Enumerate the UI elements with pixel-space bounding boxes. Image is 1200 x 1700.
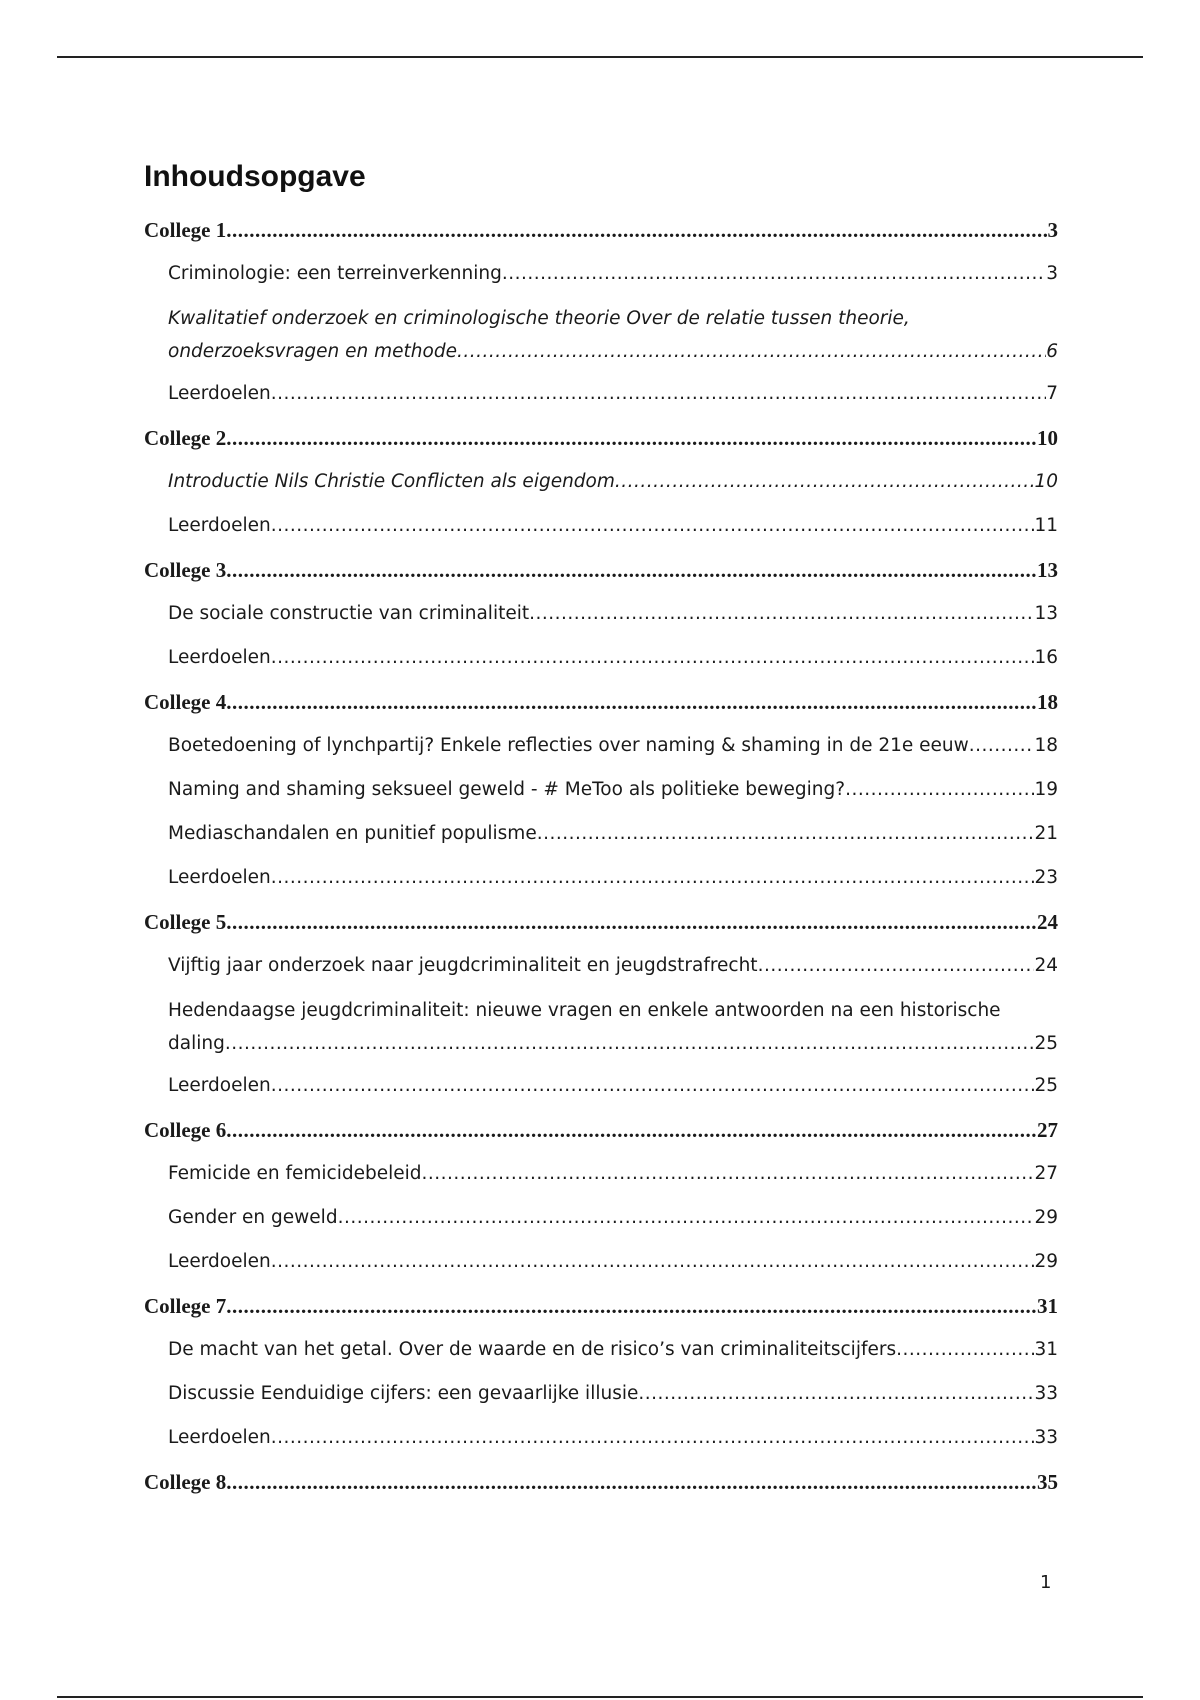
toc-page-number: 27 bbox=[1037, 1118, 1058, 1142]
toc-leader-dots bbox=[845, 768, 1034, 812]
toc-section-entry[interactable] bbox=[168, 372, 1058, 416]
toc-entry-text-line1: Hedendaagse jeugdcriminaliteit: nieuwe vragen en enkele antwoorden na een historische bbox=[168, 1000, 1001, 1021]
toc-page-number: 3 bbox=[1046, 263, 1058, 284]
toc-chapter-entry[interactable] bbox=[144, 1108, 1058, 1152]
toc-page-number: 13 bbox=[1034, 603, 1058, 624]
toc-entry-text: College 6 bbox=[144, 1118, 227, 1142]
toc-section-entry[interactable] bbox=[168, 1064, 1058, 1108]
toc-page-number: 10 bbox=[1034, 471, 1058, 492]
toc-entry-text: Vijftig jaar onderzoek naar jeugdcriminaliteit en jeugdstrafrecht bbox=[168, 955, 758, 976]
toc-entry-text: Leerdoelen bbox=[168, 647, 271, 668]
toc-entry-text: Discussie Eenduidige cijfers: een gevaarlijke illusie bbox=[168, 1383, 639, 1404]
toc-entry-text: Criminologie: een terreinverkenning bbox=[168, 263, 502, 284]
toc-page-number: 13 bbox=[1037, 558, 1058, 582]
toc-section-entry[interactable] bbox=[168, 1372, 1058, 1416]
toc-page-number: 3 bbox=[1047, 218, 1058, 242]
toc-entry-text: Femicide en femicidebeleid bbox=[168, 1163, 422, 1184]
toc-leader-dots bbox=[226, 208, 1047, 252]
toc-entry-text: Leerdoelen bbox=[168, 867, 271, 888]
header-rule bbox=[57, 56, 1143, 58]
toc-leader-dots bbox=[271, 504, 1035, 548]
toc-leader-dots bbox=[271, 636, 1035, 680]
toc-leader-dots bbox=[537, 812, 1035, 856]
toc-entry-text: Boetedoening of lynchpartij? Enkele reflecties over naming & shaming in de 21e eeuw bbox=[168, 735, 969, 756]
toc-entry-text: Naming and shaming seksueel geweld - # MeToo als politieke beweging? bbox=[168, 779, 846, 800]
footer-rule bbox=[57, 1696, 1143, 1698]
toc-entry-text: daling bbox=[168, 1033, 225, 1054]
toc-page-number: 10 bbox=[1037, 426, 1058, 450]
toc-section-entry[interactable] bbox=[168, 1196, 1058, 1240]
toc-section-entry[interactable] bbox=[168, 768, 1058, 812]
toc-chapter-entry[interactable] bbox=[144, 1460, 1058, 1504]
toc-page-number: 23 bbox=[1034, 867, 1058, 888]
toc-leader-dots bbox=[271, 372, 1047, 416]
toc-list bbox=[144, 208, 1058, 1504]
toc-leader-dots bbox=[226, 548, 1037, 592]
toc-entry-text: Leerdoelen bbox=[168, 1251, 271, 1272]
toc-leader-dots bbox=[271, 1064, 1035, 1108]
toc-leader-dots bbox=[529, 592, 1034, 636]
toc-entry-text: Introductie Nils Christie Conflicten als eigendom bbox=[168, 471, 615, 492]
toc-chapter-entry[interactable] bbox=[144, 416, 1058, 460]
toc-entry-text: Leerdoelen bbox=[168, 1075, 271, 1096]
toc-leader-dots bbox=[226, 1284, 1037, 1328]
toc-section-entry[interactable] bbox=[168, 636, 1058, 680]
toc-section-entry[interactable] bbox=[168, 1328, 1058, 1372]
toc-leader-dots bbox=[226, 1108, 1037, 1152]
table-of-contents bbox=[144, 160, 1058, 1504]
toc-page-number: 7 bbox=[1046, 383, 1058, 404]
toc-section-entry[interactable] bbox=[168, 988, 1058, 1064]
toc-section-entry[interactable] bbox=[168, 812, 1058, 856]
toc-page-number: 25 bbox=[1034, 1033, 1058, 1054]
toc-leader-dots bbox=[422, 1152, 1035, 1196]
toc-page-number: 31 bbox=[1037, 1294, 1058, 1318]
page-number: 1 bbox=[1040, 1572, 1052, 1593]
toc-page-number: 29 bbox=[1034, 1207, 1058, 1228]
toc-leader-dots bbox=[502, 252, 1046, 296]
toc-leader-dots bbox=[615, 460, 1035, 504]
toc-entry-text: De sociale constructie van criminaliteit bbox=[168, 603, 530, 624]
toc-section-entry[interactable] bbox=[168, 944, 1058, 988]
toc-leader-dots bbox=[896, 1328, 1034, 1372]
toc-section-entry[interactable] bbox=[168, 296, 1058, 372]
toc-entry-text: Leerdoelen bbox=[168, 515, 271, 536]
toc-leader-dots bbox=[226, 416, 1037, 460]
toc-leader-dots bbox=[758, 944, 1035, 988]
toc-chapter-entry[interactable] bbox=[144, 900, 1058, 944]
toc-page-number: 24 bbox=[1037, 910, 1058, 934]
toc-page-number: 25 bbox=[1034, 1075, 1058, 1096]
toc-page-number: 18 bbox=[1034, 735, 1058, 756]
toc-leader-dots bbox=[457, 335, 1046, 368]
toc-chapter-entry[interactable] bbox=[144, 548, 1058, 592]
toc-section-entry[interactable] bbox=[168, 1240, 1058, 1284]
toc-entry-text-line1: Kwalitatief onderzoek en criminologische theorie Over de relatie tussen theorie, bbox=[168, 308, 910, 329]
toc-leader-dots bbox=[226, 680, 1037, 724]
toc-section-entry[interactable] bbox=[168, 724, 1058, 768]
toc-entry-text: College 2 bbox=[144, 426, 227, 450]
toc-entry-text: Leerdoelen bbox=[168, 383, 271, 404]
toc-section-entry[interactable] bbox=[168, 504, 1058, 548]
toc-leader-dots bbox=[271, 1416, 1035, 1460]
toc-entry-text: College 1 bbox=[144, 218, 227, 242]
toc-leader-dots bbox=[226, 900, 1037, 944]
toc-page-number: 6 bbox=[1046, 341, 1058, 362]
toc-leader-dots bbox=[969, 724, 1035, 768]
toc-entry-text: College 4 bbox=[144, 690, 227, 714]
toc-page-number: 33 bbox=[1034, 1427, 1058, 1448]
toc-entry-text: College 8 bbox=[144, 1470, 227, 1494]
toc-leader-dots bbox=[226, 1460, 1037, 1504]
toc-leader-dots bbox=[271, 1240, 1035, 1284]
toc-section-entry[interactable] bbox=[168, 1416, 1058, 1460]
toc-page-number: 19 bbox=[1034, 779, 1058, 800]
toc-section-entry[interactable] bbox=[168, 252, 1058, 296]
toc-entry-line2 bbox=[168, 335, 1058, 368]
toc-leader-dots bbox=[225, 1027, 1035, 1060]
toc-entry-text: Mediaschandalen en punitief populisme bbox=[168, 823, 537, 844]
toc-page-number: 21 bbox=[1034, 823, 1058, 844]
toc-page-number: 27 bbox=[1034, 1163, 1058, 1184]
toc-page-number: 11 bbox=[1034, 515, 1058, 536]
toc-page-number: 31 bbox=[1034, 1339, 1058, 1360]
toc-page-number: 24 bbox=[1034, 955, 1058, 976]
toc-entry-text: College 7 bbox=[144, 1294, 227, 1318]
toc-leader-dots bbox=[638, 1372, 1034, 1416]
toc-leader-dots bbox=[271, 856, 1035, 900]
toc-title: Inhoudsopgave bbox=[144, 160, 366, 193]
toc-chapter-entry[interactable] bbox=[144, 680, 1058, 724]
toc-chapter-entry[interactable] bbox=[144, 1284, 1058, 1328]
toc-page-number: 29 bbox=[1034, 1251, 1058, 1272]
toc-entry-text: Gender en geweld bbox=[168, 1207, 338, 1228]
toc-section-entry[interactable] bbox=[168, 592, 1058, 636]
toc-entry-text: Leerdoelen bbox=[168, 1427, 271, 1448]
toc-entry-text: onderzoeksvragen en methode bbox=[168, 341, 457, 362]
toc-page-number: 18 bbox=[1037, 690, 1058, 714]
toc-page-number: 35 bbox=[1037, 1470, 1058, 1494]
toc-entry-text: De macht van het getal. Over de waarde en de risico’s van criminaliteitscijfers bbox=[168, 1339, 897, 1360]
toc-entry-text: College 5 bbox=[144, 910, 227, 934]
toc-page-number: 33 bbox=[1034, 1383, 1058, 1404]
toc-entry-text: College 3 bbox=[144, 558, 227, 582]
toc-entry-line2 bbox=[168, 1027, 1058, 1060]
toc-section-entry[interactable] bbox=[168, 1152, 1058, 1196]
toc-section-entry[interactable] bbox=[168, 856, 1058, 900]
toc-leader-dots bbox=[338, 1196, 1035, 1240]
toc-section-entry[interactable] bbox=[168, 460, 1058, 504]
toc-chapter-entry[interactable] bbox=[144, 208, 1058, 252]
toc-page-number: 16 bbox=[1034, 647, 1058, 668]
